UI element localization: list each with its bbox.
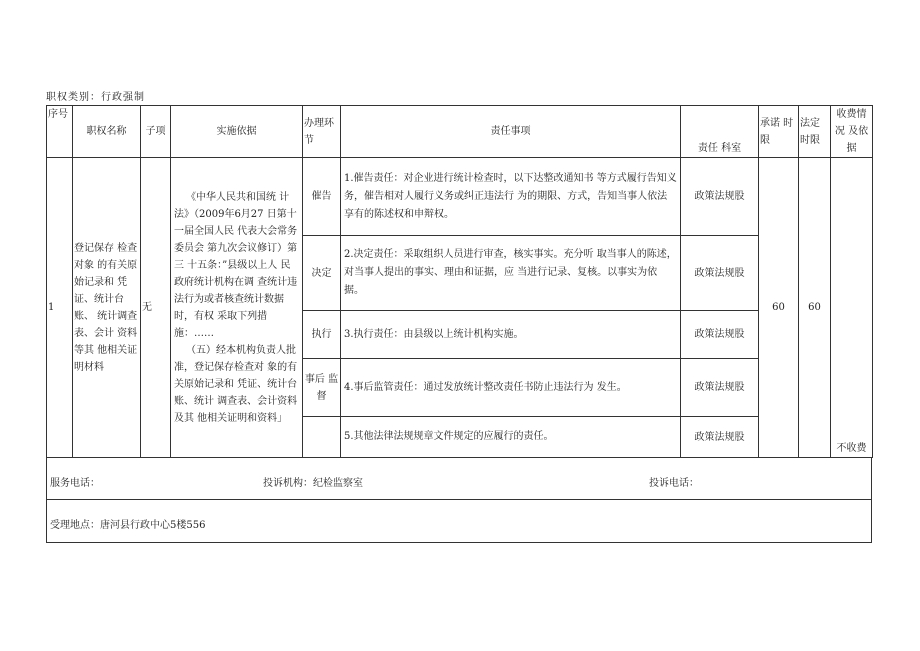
header-fee: 收费情况 及依据 xyxy=(831,106,873,158)
row-seq: 1 xyxy=(47,158,73,458)
row-legal: 60 xyxy=(799,158,831,458)
step-dept: 政策法规股 xyxy=(681,359,759,417)
service-phone-label: 服务电话： xyxy=(50,478,100,489)
basis-paragraph-2: （五）经本机构负责人批准，登记保存检查对 象的有关原始记录和 凭证、统计台账、统计 调查表、会计资料及其 他相关证明和资料」 xyxy=(174,344,298,424)
header-name: 职权名称 xyxy=(73,106,141,158)
step-dept: 政策法规股 xyxy=(681,311,759,359)
step-row-1 xyxy=(47,158,873,236)
step-stage: 执行 xyxy=(303,311,341,359)
footer-address-row xyxy=(46,500,872,543)
header-seq: 序号 xyxy=(47,106,73,158)
basis-paragraph-1: 《中华人民共和国统 计法》（2009年6月27 日第十一届全国人民 代表大会常务委员会 第九次会议修订）第三 十五条：”县级以上人 民政府统计机构在调 查统计违法行为或者核查统计数据时，有权 采取下列措施：…… xyxy=(174,191,298,339)
step-stage: 事后 监督 xyxy=(303,359,341,417)
step-duty: 1.催告责任：对企业进行统计检查时，以下达整改通知书 等方式履行告知义务，催告相对人履行义务或纠正违法行 为的期限、方式，告知当事人依法享有的陈述权和申辩权。 xyxy=(341,158,681,236)
step-stage: 催告 xyxy=(303,158,341,236)
power-table xyxy=(46,105,873,458)
header-basis: 实施依据 xyxy=(171,106,303,158)
row-basis xyxy=(171,158,303,458)
complaint-org: 投诉机构：纪检监察室 xyxy=(263,478,363,489)
category-label: 职权类别：行政强制 xyxy=(46,92,145,103)
header-row xyxy=(47,106,873,158)
row-promise: 60 xyxy=(759,158,799,458)
row-fee: 不收费 xyxy=(831,158,873,458)
header-legal: 法定 时限 xyxy=(799,106,831,158)
row-sub: 无 xyxy=(141,158,171,458)
footer-contact-row xyxy=(46,458,872,500)
header-sub: 子项 xyxy=(141,106,171,158)
header-dept: 责任 科室 xyxy=(681,106,759,158)
header-duty: 责任事项 xyxy=(341,106,681,158)
row-name: 登记保存 检查对象 的有关原 始记录和 凭证、统计台账、 统计调查 表、会计 资料等其 他相关证明材料 xyxy=(73,158,141,458)
header-promise: 承诺 时限 xyxy=(759,106,799,158)
step-dept: 政策法规股 xyxy=(681,417,759,458)
complaint-phone-label: 投诉电话： xyxy=(649,478,699,489)
step-duty: 3.执行责任：由县级以上统计机构实施。 xyxy=(341,311,681,359)
step-dept: 政策法规股 xyxy=(681,158,759,236)
step-stage: 决定 xyxy=(303,236,341,311)
address: 受理地点：唐河县行政中心5楼556 xyxy=(50,520,206,531)
step-duty: 5.其他法律法规规章文件规定的应履行的责任。 xyxy=(341,417,681,458)
step-dept: 政策法规股 xyxy=(681,236,759,311)
step-stage xyxy=(303,417,341,458)
step-duty: 4.事后监管责任：通过发放统计整改责任书防止违法行为 发生。 xyxy=(341,359,681,417)
header-stage: 办理环节 xyxy=(303,106,341,158)
step-duty: 2.决定责任：采取组织人员进行审查，核实事实。充分听 取当事人的陈述，对当事人提出的事实、理由和证据，应 当进行记录、复核。以事实为依据。 xyxy=(341,236,681,311)
